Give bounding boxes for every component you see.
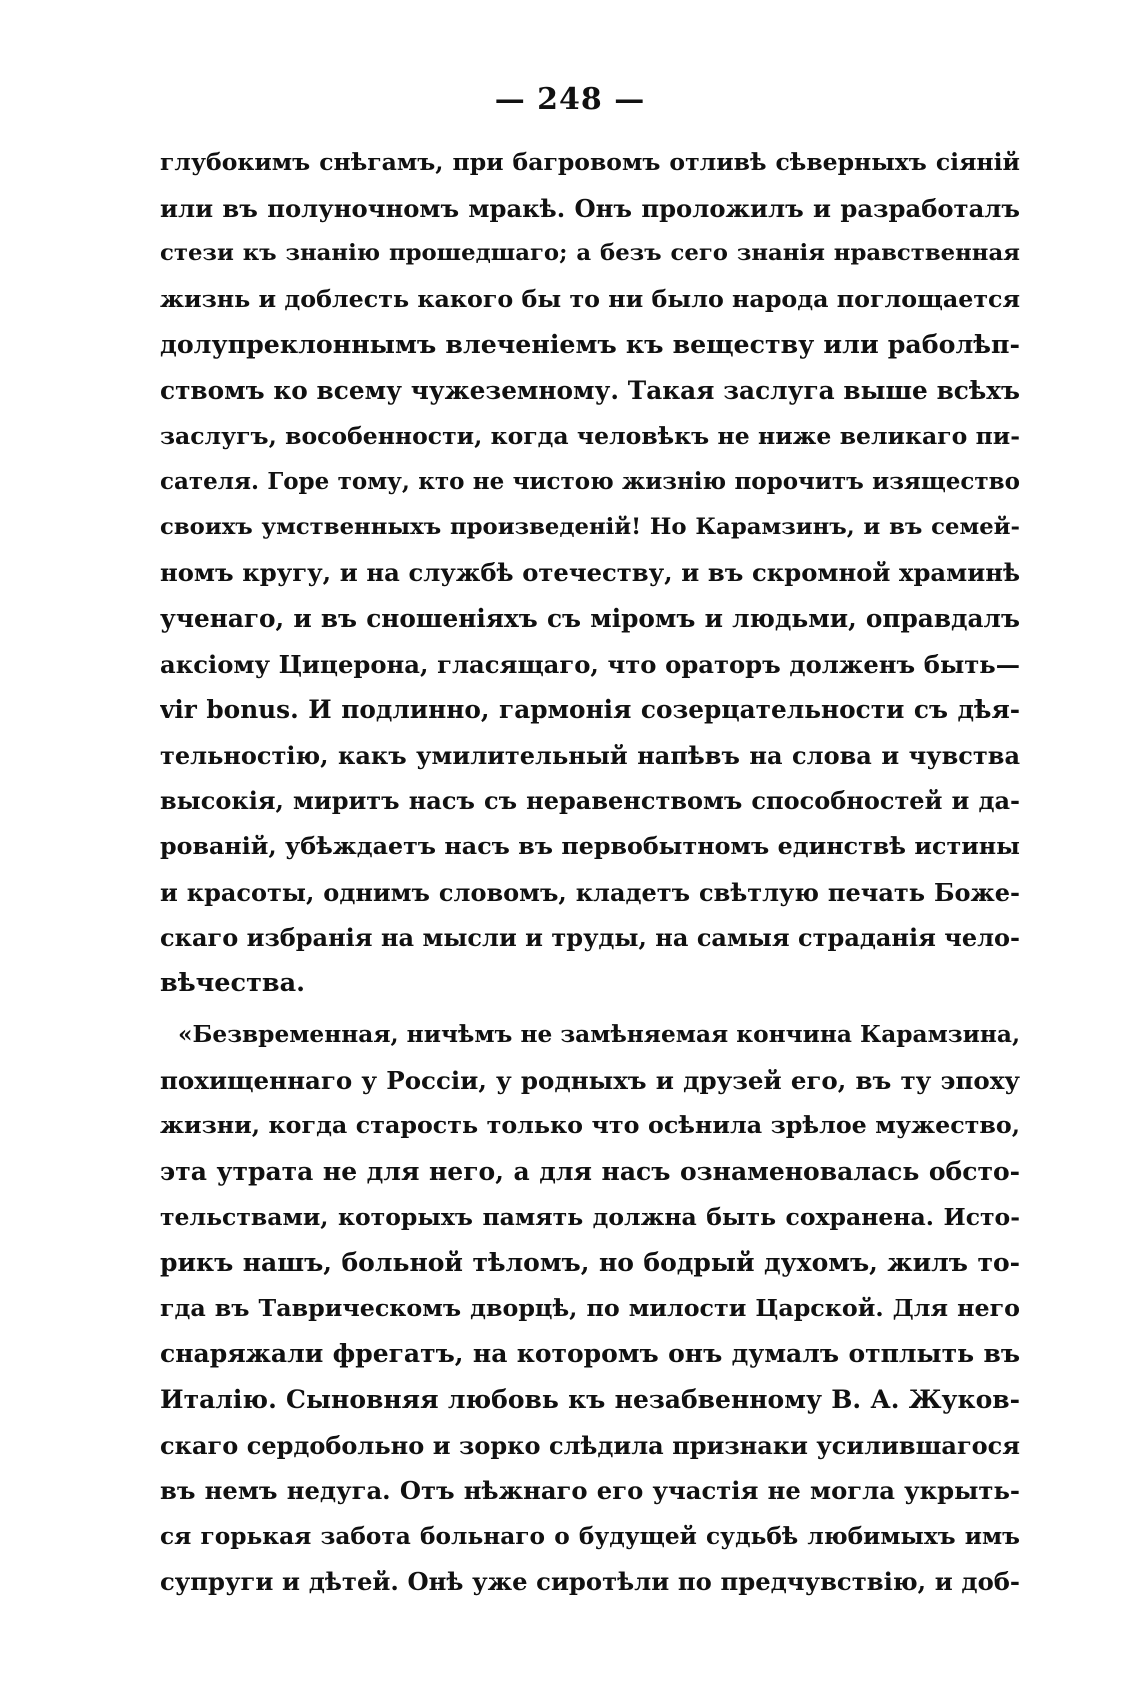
text-line: тельствами, которыхъ память должна быть сохранена. Исто- — [160, 1202, 1020, 1231]
text-line: супруги и дѣтей. Онѣ уже сиротѣли по предчувствію, и доб- — [160, 1567, 1020, 1597]
text-line: «Безвременная, ничѣмъ не замѣняемая кончина Карамзина, — [178, 1021, 1020, 1049]
page-number: — 248 — — [494, 82, 646, 117]
text-body — [160, 140, 1020, 1605]
text-line: сателя. Горе тому, кто не чистою жизнію порочитъ изящество — [160, 468, 1020, 496]
text-line: ученаго, и въ сношеніяхъ съ міромъ и людьми, оправдалъ — [160, 603, 1020, 633]
text-line: похищеннаго у Россіи, у родныхъ и друзей его, въ ту эпоху — [160, 1065, 1020, 1095]
text-line: своихъ умственныхъ произведеній! Но Карамзинъ, и въ семей- — [160, 513, 1020, 540]
text-line: жизни, когда старость только что осѣнила зрѣлое мужество, — [160, 1111, 1020, 1140]
text-line: тельностію, какъ умилительный напѣвъ на слова и чувства — [160, 740, 1020, 770]
text-line: рикъ нашъ, больной тѣломъ, но бодрый духомъ, жилъ то- — [160, 1248, 1020, 1278]
text-line: заслугъ, вособенности, когда человѣкъ не ниже великаго пи- — [160, 421, 1020, 450]
paragraph-1 — [160, 140, 1020, 1006]
text-line: глубокимъ снѣгамъ, при багровомъ отливѣ сѣверныхъ сіяній — [160, 148, 1020, 176]
text-line: аксіому Цицерона, гласящаго, что ораторъ долженъ быть— — [160, 649, 1020, 679]
text-line: высокія, миритъ насъ съ неравенствомъ способностей и да- — [160, 786, 1020, 816]
text-line: гда въ Таврическомъ дворцѣ, по милости Царской. Для него — [160, 1293, 1020, 1322]
text-line: Италію. Сыновняя любовь къ незабвенному В. А. Жуков- — [160, 1385, 1020, 1415]
text-line: номъ кругу, и на службѣ отечеству, и въ скромной храминѣ — [160, 558, 1020, 588]
text-line: скаго сердобольно и зорко слѣдила признаки усилившагося — [160, 1430, 1020, 1460]
text-line: въ немъ недуга. Отъ нѣжнаго его участія не могла укрыть- — [160, 1476, 1020, 1506]
text-line: долупреклоннымъ влеченіемъ къ веществу или раболѣп- — [160, 329, 1020, 360]
text-line: эта утрата не для него, а для насъ ознаменовалась обсто- — [160, 1157, 1020, 1187]
text-line: снаряжали фрегатъ, на которомъ онъ думалъ отплыть въ — [160, 1339, 1020, 1369]
paragraph-2 — [160, 1012, 1020, 1605]
text-line: скаго избранія на мысли и труды, на самыя страданія чело- — [160, 923, 1020, 953]
text-line: стези къ знанію прошедшаго; а безъ сего знанія нравственная — [160, 240, 1020, 267]
text-line: вѣчества. — [160, 967, 305, 998]
text-line: vir bonus. И подлинно, гармонія созерцательности съ дѣя- — [160, 695, 1020, 725]
text-line: или въ полуночномъ мракѣ. Онъ проложилъ и разработалъ — [160, 193, 1020, 223]
text-line: ся горькая забота больнаго о будущей судьбѣ любимыхъ имъ — [160, 1522, 1020, 1550]
text-line: и красоты, однимъ словомъ, кладетъ свѣтлую печать Боже- — [160, 877, 1020, 907]
text-line: ствомъ ко всему чужеземному. Такая заслуга выше всѣхъ — [160, 375, 1020, 405]
text-line: рованій, убѣждаетъ насъ въ первобытномъ единствѣ истины — [160, 831, 1020, 860]
text-line: жизнь и доблесть какого бы то ни было народа поглощается — [160, 284, 1020, 313]
